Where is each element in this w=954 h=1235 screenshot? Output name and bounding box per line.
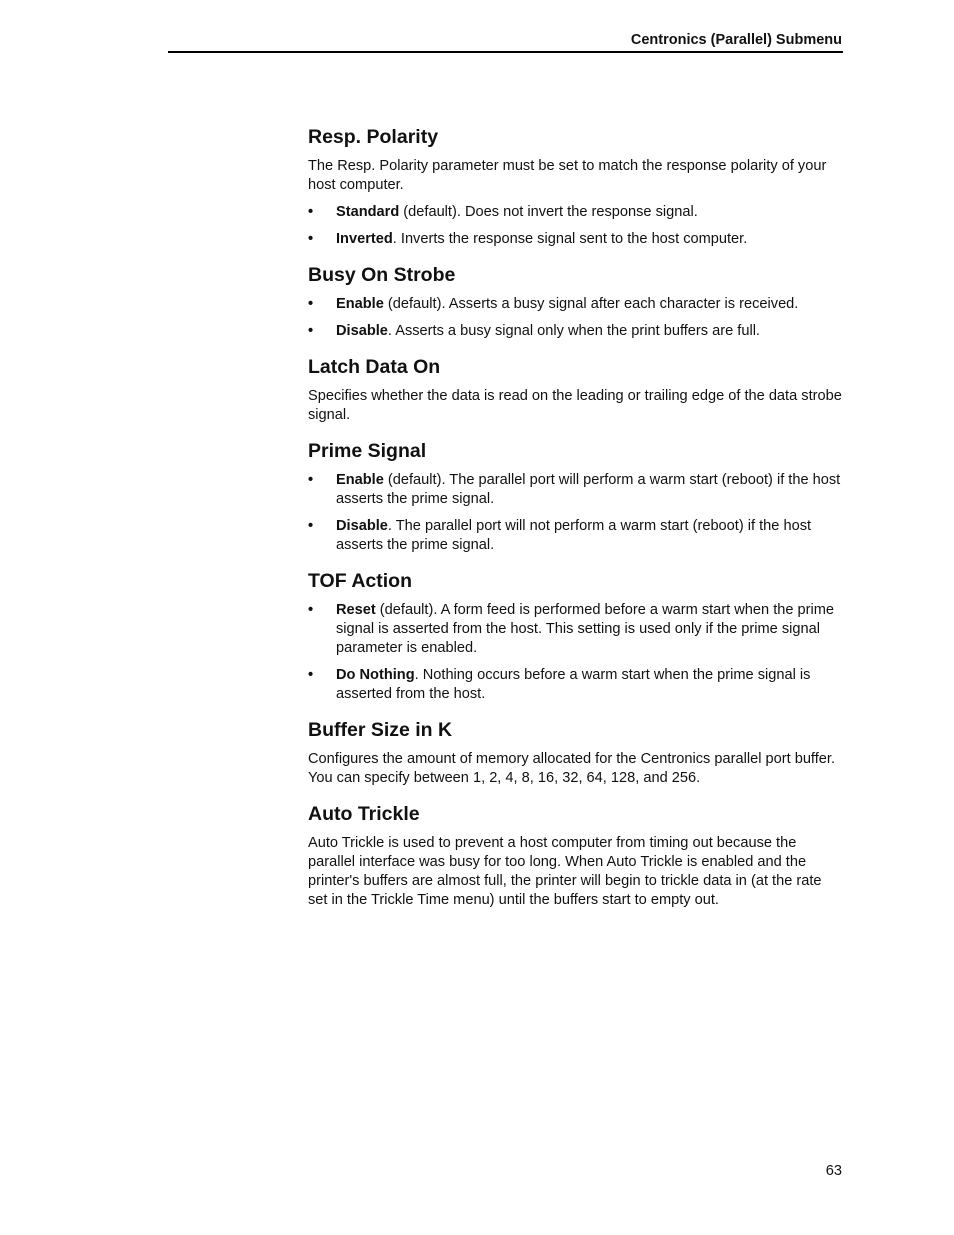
section-heading: Busy On Strobe [308,264,456,286]
option-description: (default). The parallel port will perform a warm start (reboot) if the host asserts the prime signal. [336,472,841,507]
option-description: . Inverts the response signal sent to the host computer. [392,231,748,247]
page-content [308,124,843,923]
option-list [308,471,843,555]
option-term: Enable [336,296,384,312]
section-heading: Prime Signal [308,440,427,462]
option-term: Enable [336,472,384,488]
option-term: Standard [336,204,400,220]
option-term: Inverted [336,231,393,247]
bullet-icon: • [308,204,314,220]
bullet-icon: • [308,667,314,683]
bullet-icon: • [308,323,314,339]
section-latch-data-on [308,354,843,425]
section-heading: TOF Action [308,570,412,592]
running-header-title: Centronics (Parallel) Submenu [630,32,842,48]
bullet-icon: • [308,231,314,247]
list-item [308,517,843,555]
option-term: Do Nothing [336,667,415,683]
section-heading: Latch Data On [308,356,441,378]
section-paragraph: Configures the amount of memory allocated for the Centronics parallel port buffer. You can specify between 1, 2, 4, 8, 16, 32, 64, 128, and 256. [308,751,836,786]
section-buffer-size [308,717,843,788]
section-prime-signal [308,438,843,555]
option-description: (default). A form feed is performed before a warm start when the prime signal is asserted from the host. This setting is used only if the prime signal parameter is enabled. [336,602,835,656]
section-busy-on-strobe [308,262,843,341]
option-description: (default). Does not invert the response signal. [399,204,698,220]
bullet-icon: • [308,296,314,312]
option-term: Disable [336,518,388,534]
list-item [308,203,843,222]
list-item [308,230,843,249]
list-item [308,295,843,314]
bullet-icon: • [308,472,314,488]
header-rule [168,51,843,53]
section-tof-action [308,568,843,704]
section-auto-trickle [308,801,843,910]
option-description: (default). Asserts a busy signal after each character is received. [383,296,799,312]
option-description: . The parallel port will not perform a warm start (reboot) if the host asserts the prime signal. [336,518,812,553]
list-item [308,666,843,704]
option-list [308,601,843,704]
section-resp-polarity [308,124,843,249]
section-paragraph: Specifies whether the data is read on the leading or trailing edge of the data strobe signal. [308,388,842,423]
option-term: Disable [336,323,388,339]
page-number: 63 [825,1163,842,1179]
bullet-icon: • [308,518,314,534]
option-list [308,203,843,249]
section-heading: Auto Trickle [308,803,420,825]
option-description: . Nothing occurs before a warm start when the prime signal is asserted from the host. [336,667,811,702]
option-term: Reset [336,602,376,618]
option-description: . Asserts a busy signal only when the print buffers are full. [387,323,760,339]
option-list [308,295,843,341]
list-item [308,601,843,658]
list-item [308,322,843,341]
bullet-icon: • [308,602,314,618]
section-heading: Buffer Size in K [308,719,453,741]
section-paragraph: The Resp. Polarity parameter must be set to match the response polarity of your host computer. [308,158,827,193]
list-item [308,471,843,509]
section-paragraph: Auto Trickle is used to prevent a host computer from timing out because the parallel interface was busy for too long. When Auto Trickle is enabled and the printer's buffers are almost full, the printer will begin to trickle data in (at the rate set in the Trickle Time menu) until the buffers start to empty out. [308,835,822,908]
section-heading: Resp. Polarity [308,126,439,148]
